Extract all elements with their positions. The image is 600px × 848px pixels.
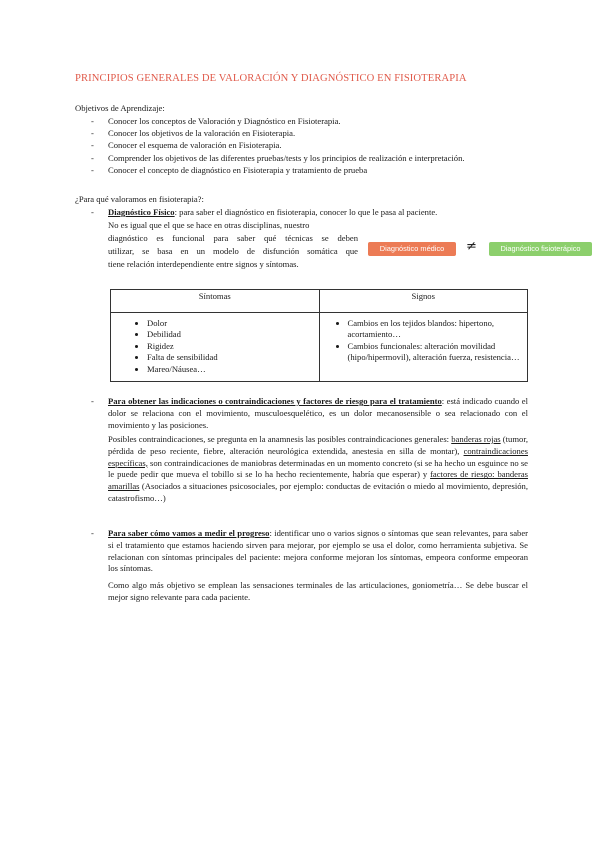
list-item: • Falta de sensibilidad: [147, 352, 313, 363]
contraindicaciones-text: (Asociados a situaciones psicosociales, por ejemplo: conductas de evitación o miedo al movimiento, depresión, catastrofismo…): [108, 481, 528, 503]
banderas-rojas-term: banderas rojas: [451, 434, 501, 444]
signs-symptoms-table: [110, 289, 528, 382]
signs-cell: [319, 313, 528, 382]
list-item: Conocer los objetivos de la valoración en Fisioterapia.: [108, 128, 296, 138]
indicaciones-text: : está indicado cuando el dolor se relaciona con el movimiento, musculoesquelético, es un dolor mecanosensible o sea relacionado con el movimiento y las posiciones.: [108, 396, 529, 430]
diagnostico-line: utilizar, se basa en un modelo de disfunción somática que: [108, 246, 358, 256]
list-bullet: -: [91, 140, 94, 150]
table-header-signos: Signos: [319, 290, 528, 313]
symptoms-cell: [111, 313, 320, 382]
not-equal-symbol: ≠: [466, 239, 477, 254]
list-bullet: -: [91, 153, 94, 163]
diagnostico-line: diagnóstico es funcional para saber qué técnicas se deben: [108, 233, 358, 243]
list-item: Conocer los conceptos de Valoración y Diagnóstico en Fisioterapia.: [108, 116, 341, 126]
table-header-row: [111, 290, 528, 313]
list-item: Conocer el esquema de valoración en Fisioterapia.: [108, 140, 282, 150]
indicaciones-term: Para obtener las indicaciones o contraindicaciones y factores de riesgo para el tratamiento: [108, 396, 442, 406]
progreso-objetivo-paragraph: Como algo más objetivo se emplean las sensaciones terminales de las articulaciones, goniometría… Se debe buscar el mejor signo relevante para cada paciente.: [108, 580, 528, 602]
objectives-heading: Objetivos de Aprendizaje:: [75, 103, 165, 113]
contraindicaciones-text: Posibles contraindicaciones, se pregunta en la anamnesis las posibles contraindicaciones generales:: [108, 434, 452, 444]
list-item: • Dolor: [147, 318, 313, 329]
diagnostico-fisico-term: Diagnóstico Físico: [108, 207, 175, 217]
list-item: • Cambios funcionales: alteración movilidad (hipo/hipermovil), alteración fuerza, resistencia…: [348, 341, 522, 364]
table-header-sintomas: Síntomas: [111, 290, 320, 313]
indicaciones-paragraph: [108, 396, 528, 431]
list-bullet: -: [91, 128, 94, 138]
contraindicaciones-text: (tumor, pérdida de peso reciente, fiebre, alteración neurológica extendida, anestesia en silla de montar),: [108, 434, 528, 456]
table-row: [111, 313, 528, 382]
diagnostico-fisico-line: [108, 207, 437, 218]
signs-list: [328, 318, 522, 364]
progreso-term: Para saber cómo vamos a medir el progreso: [108, 528, 270, 538]
list-bullet: -: [91, 116, 94, 126]
diagnostico-line: No es igual que el que se hace en otras disciplinas, nuestro: [108, 220, 310, 230]
list-bullet: -: [91, 207, 94, 217]
progreso-text: : identificar uno o varios signos o síntomas que sean relevantes, para saber si el tratamiento que estamos haciendo sirven para mejorar, por ejemplo se usa el dolor, como herramienta subjetiva. Se relacionan con síntomas principales del paciente: mejora conforme mejoran los síntomas, empeora conforme empeoran los síntomas.: [108, 528, 528, 574]
list-item: • Mareo/Náusea…: [147, 364, 313, 375]
list-item: • Debilidad: [147, 329, 313, 340]
list-bullet: -: [91, 165, 94, 175]
diagnostico-fisico-text: : para saber el diagnóstico en fisioterapia, conocer lo que le pasa al paciente.: [174, 207, 438, 217]
factores-riesgo-term: factores de riesgo: banderas amarillas: [108, 469, 529, 492]
contraindicaciones-especificas-term: contraindicaciones específicas,: [108, 445, 528, 468]
diagnostico-line: tiene relación interdependiente entre signos y síntomas.: [108, 259, 299, 269]
list-bullet: -: [91, 396, 94, 406]
list-item: • Cambios en los tejidos blandos: hipertono, acortamiento…: [348, 318, 522, 341]
symptoms-list: [121, 318, 313, 375]
page-title: PRINCIPIOS GENERALES DE VALORACIÓN Y DIAGNÓSTICO EN FISIOTERAPIA: [75, 73, 467, 84]
list-item: • Rigidez: [147, 341, 313, 352]
list-bullet: -: [91, 528, 94, 538]
diagnostico-medico-badge: Diagnóstico médico: [368, 242, 456, 256]
progreso-paragraph: [108, 528, 528, 575]
contraindicaciones-paragraph: [108, 434, 528, 505]
contraindicaciones-text: son contraindicaciones de maniobras determinadas en un momento concreto (si se ha hecho un esguince no se le puede pedir que mueva el tobillo si se lo ha hecho recientemente, habría que esperar) y: [108, 457, 528, 480]
list-item: Conocer el concepto de diagnóstico en Fisioterapia y tratamiento de prueba: [108, 165, 368, 175]
list-item: Comprender los objetivos de las diferentes pruebas/tests y los principios de realización e interpretación.: [108, 153, 465, 163]
question-heading: ¿Para qué valoramos en fisioterapia?:: [75, 194, 204, 204]
diagnostico-fisioterapico-badge: Diagnóstico fisioterápico: [489, 242, 592, 256]
